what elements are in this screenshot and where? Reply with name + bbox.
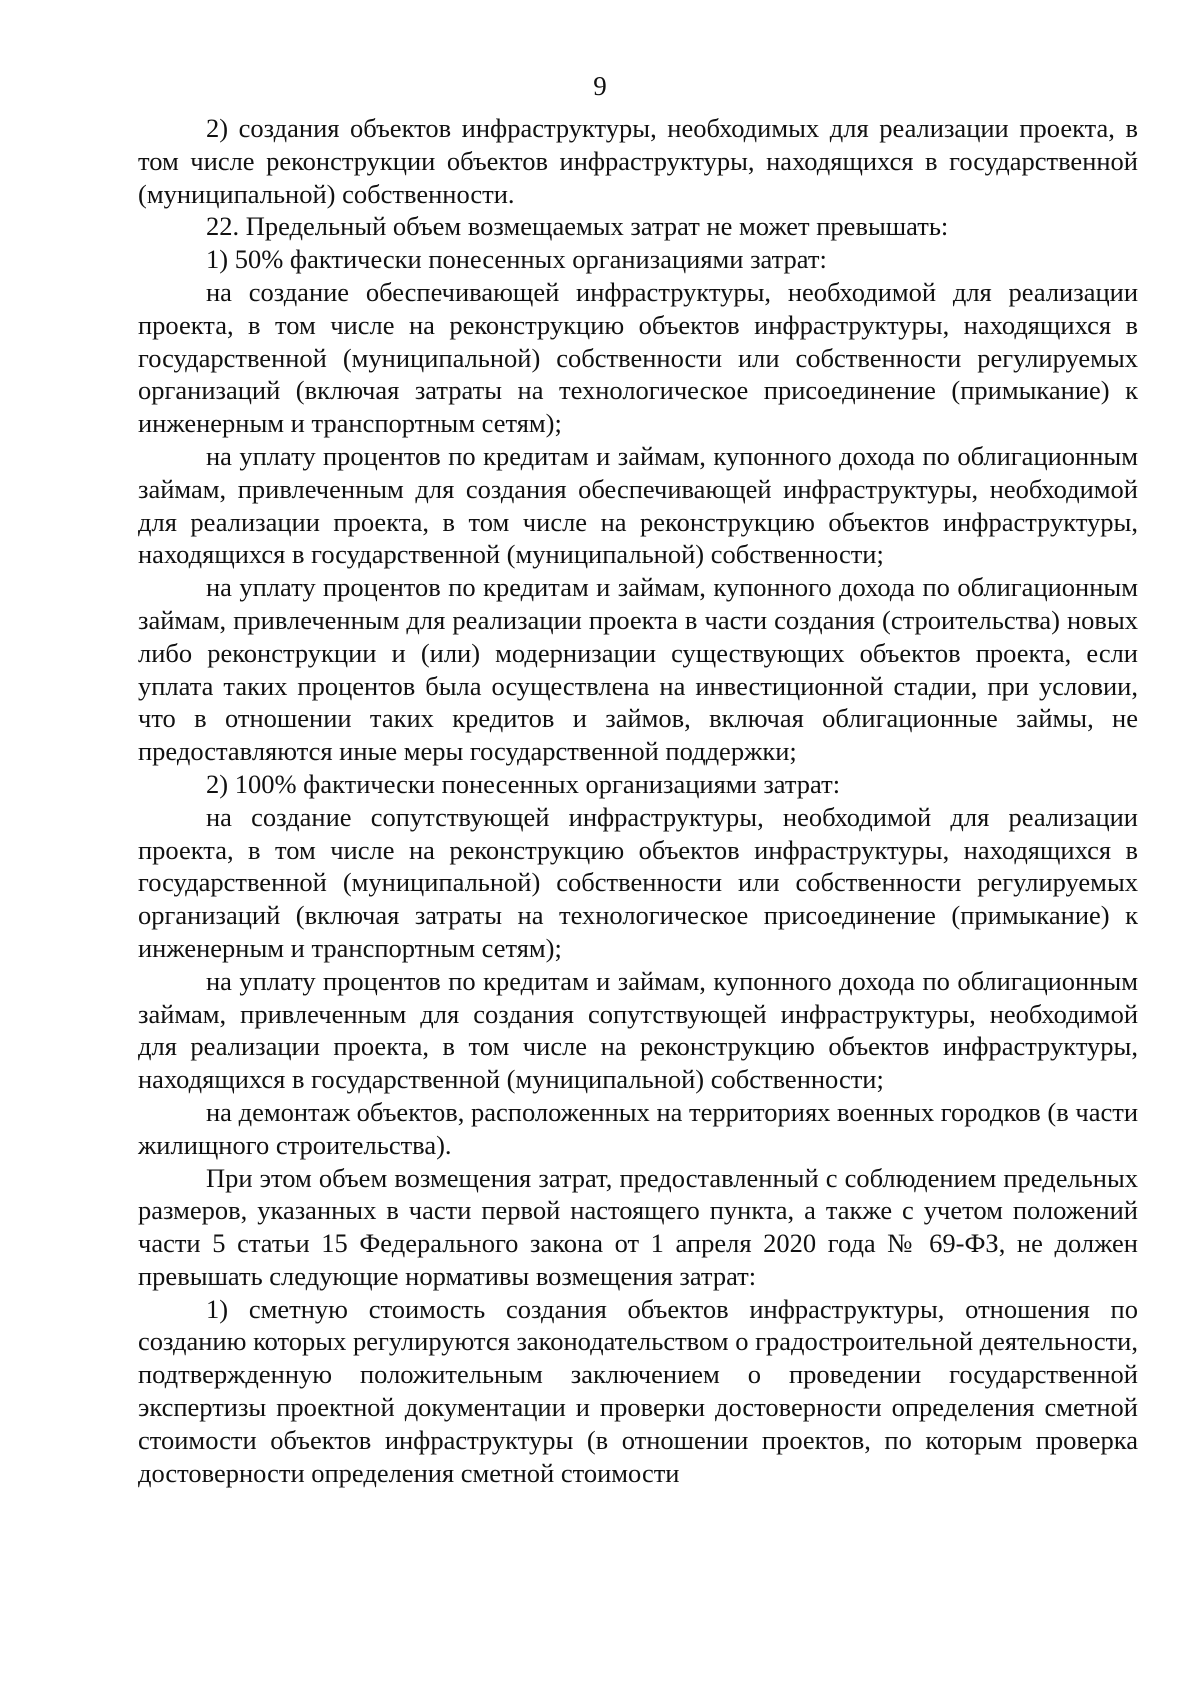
document-body <box>138 112 1138 1489</box>
paragraph-item-1-fifty-percent: 1) 50% фактически понесенных организациями затрат: <box>206 244 827 275</box>
paragraph-item-2-infrastructure: 2) создания объектов инфраструктуры, необходимых для реализации проекта, в том числе реконструкции объектов инфраструктуры, находящихся в государственной (муниципальной) собственности. <box>138 113 1138 209</box>
paragraph-clause-22: 22. Предельный объем возмещаемых затрат не может превышать: <box>206 211 949 242</box>
paragraph-limits: При этом объем возмещения затрат, предоставленный с соблюдением предельных размеров, указанных в части первой настоящего пункта, а также с учетом положений части 5 статьи 15 Федерального закона от 1 апреля 2020 года № 69-ФЗ, не должен превышать следующие нормативы возмещения затрат: <box>138 1162 1138 1291</box>
paragraph-item-2-hundred-percent: 2) 100% фактически понесенных организациями затрат: <box>206 768 841 799</box>
page-number: 9 <box>593 71 607 101</box>
paragraph-estimated-cost: 1) сметную стоимость создания объектов инфраструктуры, отношения по созданию которых регулируются законодательством о градостроительной деятельности, подтвержденную положительным заключением о проведении государственной экспертизы проектной документации и проверки достоверности определения сметной стоимости объектов инфраструктуры (в отношении проектов, по которым проверка достоверности определения сметной стоимости <box>138 1293 1138 1488</box>
paragraph-supporting-infrastructure: на создание обеспечивающей инфраструктуры, необходимой для реализации проекта, в том числе на реконструкцию объектов инфраструктуры, находящихся в государственной (муниципальной) собственности или собственности регулируемых организаций (включая затраты на технологическое присоединение (примыкание) к инженерным и транспортным сетям); <box>138 276 1138 439</box>
paragraph-interest-supporting: на уплату процентов по кредитам и займам, купонного дохода по облигационным займам, привлеченным для создания обеспечивающей инфраструктуры, необходимой для реализации проекта, в том числе на реконструкцию объектов инфраструктуры, находящихся в государственной (муниципальной) собственности; <box>138 440 1138 570</box>
paragraph-interest-accompanying: на уплату процентов по кредитам и займам, купонного дохода по облигационным займам, привлеченным для создания сопутствующей инфраструктуры, необходимой для реализации проекта, в том числе на реконструкцию объектов инфраструктуры, находящихся в государственной (муниципальной) собственности; <box>138 965 1138 1095</box>
paragraph-interest-project: на уплату процентов по кредитам и займам, купонного дохода по облигационным займам, привлеченным для реализации проекта в части создания (строительства) новых либо реконструкции и (или) модернизации существующих объектов проекта, если уплата таких процентов была осуществлена на инвестиционной стадии, при условии, что в отношении таких кредитов и займов, включая облигационные займы, не предоставляются иные меры государственной поддержки; <box>138 572 1138 767</box>
paragraph-demolition: на демонтаж объектов, расположенных на территориях военных городков (в части жилищного строительства). <box>138 1096 1138 1160</box>
paragraph-accompanying-infrastructure: на создание сопутствующей инфраструктуры, необходимой для реализации проекта, в том числе на реконструкцию объектов инфраструктуры, находящихся в государственной (муниципальной) собственности или собственности регулируемых организаций (включая затраты на технологическое присоединение (примыкание) к инженерным и транспортным сетям); <box>138 801 1138 963</box>
